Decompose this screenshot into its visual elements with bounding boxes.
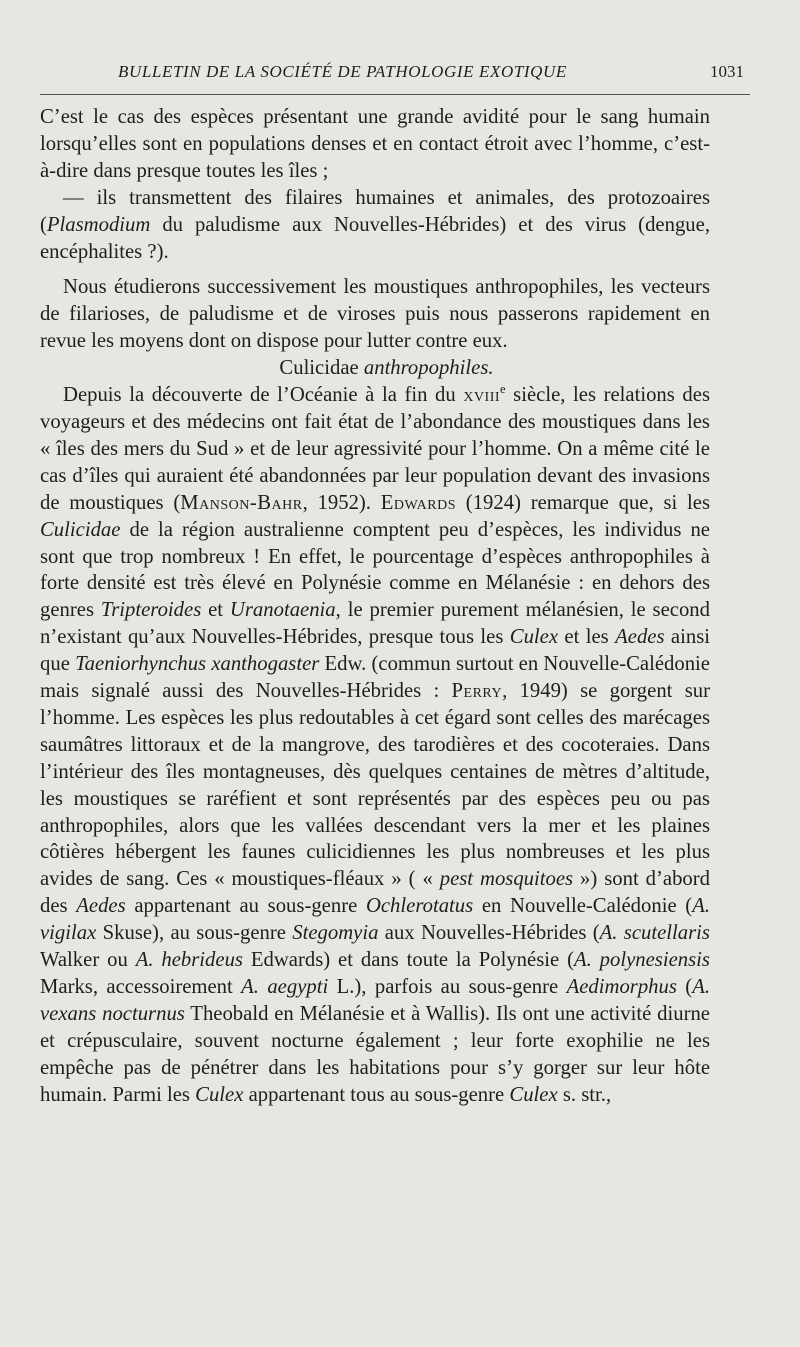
text-run: ainsi que [40,626,710,676]
text-run: Walker ou [40,949,136,972]
text-run: Nous étudierons successivement les moustiques anthropophiles, les vecteurs de filarioses, de paludisme et de viroses puis nous passerons rapidement en revue les moyens dont on dispose pour lutter contre eux. [40,276,710,353]
heading-text: Culicidae [279,357,364,380]
superscript: e [500,382,506,397]
text-run: — ils transmettent des filaires humaines et animales, des protozoaires ( [40,186,710,236]
text-run: Edwards) et dans toute la Polynésie ( [242,949,574,972]
italic-term: pest mosquitoes [439,868,574,891]
italic-term: Aedimorphus [566,976,677,998]
paragraph [40,382,710,1108]
text-run: , 1952). [302,491,381,514]
paragraph [40,104,710,185]
italic-term: Culicidae [40,518,121,541]
italic-term: A. hebrideus [135,949,243,972]
text-run: en Nouvelle-Calédonie ( [473,895,693,918]
section-heading [40,355,710,382]
text-run: Edw. (commun surtout en Nouvelle-Calédonie mais signalé aussi des Nouvelles-Hébrides : [40,653,710,703]
italic-term: Tripteroides [100,599,202,622]
italic-term: A. vexans nocturnus [40,976,711,1025]
text-run: et les [558,626,616,649]
text-run: Marks, accessoirement [40,976,242,998]
page-number: 1031 [710,62,744,81]
italic-term: A. aegypti [241,976,329,998]
italic-term: Culex [509,1083,558,1106]
text-run: , 1949) se gorgent sur l’homme. Les espèces les plus redoutables à cet égard sont celles des marécages saumâtres littoraux et de la mangrove, des tarodières et des cocoteraies. Dans l’intérieur des îles montagneuses, dès quelques centaines de mètres d’altitude, les moustiques se raréfient et sont représentés par des espèces peu ou pas anthropophiles, alors que les vallées descendant vers la mer et les plaines côtières hébergent les faunes culicidiennes les plus nombreuses et les plus avides de sang. Ces « moustiques-fléaux » ( « [40,680,710,891]
text-run: C’est le cas des espèces présentant une grande avidité pour le sang humain lorsqu’elles sont en populations denses et en contact étroit avec l’homme, c’est-à-dire dans presque toutes les îles ; [40,106,710,182]
text-run: de la région australienne comptent peu d’espèces, les individus ne sont que trop nombreux ! En effet, le pourcentage d’espèces anthropophiles à forte densité est très élevé en Polynésie comme en Mélanésie : en dehors des genres [40,518,710,622]
text-run: aux Nouvelles-Hébrides ( [378,922,600,945]
running-title: BULLETIN DE LA SOCIÉTÉ DE PATHOLOGIE EXOTIQUE [118,62,567,81]
italic-term: Uranotaenia [229,599,336,622]
italic-term: A. polynesiensis [573,949,710,972]
italic-term: Stegomyia [292,922,379,945]
italic-term: Taeniorhynchus xanthogaster [75,653,320,676]
text-run: Theobald en Mélanésie et à Wallis). Ils ont une activité diurne et crépusculaire, souvent nocturne également ; leur forte exophilie ne les empêche pas de pénétrer dans les habitations pour s’y gorger sur leur hôte humain. Parmi les [40,1002,710,1106]
italic-term: Plasmodium [46,213,151,236]
text-run: , le premier purement mélanésien, le second n’existant qu’aux Nouvelles-Hébrides, presque tous les [40,599,710,649]
italic-term: Aedes [76,895,126,918]
text-run: ( [676,976,693,998]
text-run: Skuse), au sous-genre [96,922,293,945]
text-run: (1924) remarque que, si les [456,491,710,514]
page-header [40,62,750,95]
text-run: ») sont d’abord des [40,868,710,918]
italic-term: A. vigilax [40,895,711,945]
italic-term: Aedes [615,626,665,649]
century-numeral: xviii [463,384,501,407]
author-ref: Perry [451,680,503,703]
text-run: siècle, les relations des voyageurs et des médecins ont fait état de l’abondance des moustiques dans les « îles des mers du Sud » et de leur agressivité pour l’homme. On a même cité le cas d’îles qui auraient été abandonnées par leur population devant des invasions de moustiques ( [40,384,710,514]
text-run: du paludisme aux Nouvelles-Hébrides) et des virus (dengue, encéphalites ?). [40,213,710,263]
text-run: et [201,599,230,622]
text-run: appartenant au sous-genre [125,895,366,918]
heading-italic: anthropophiles. [363,357,494,380]
text-run: Depuis la découverte de l’Océanie à la fin du [63,384,464,407]
body-text [40,104,710,1109]
italic-term: Culex [195,1083,244,1106]
italic-term: Ochlerotatus [365,895,474,918]
italic-term: A. scutellaris [599,922,710,945]
italic-term: Culex [509,626,559,649]
paragraph [40,185,710,266]
paragraph [40,274,710,355]
author-ref: Manson-Bahr [180,491,303,514]
text-run: s. str., [557,1083,612,1106]
author-ref: Edwards [380,491,457,514]
text-run: appartenant tous au sous-genre [243,1083,510,1106]
text-run: L.), parfois au sous-genre [328,976,567,998]
